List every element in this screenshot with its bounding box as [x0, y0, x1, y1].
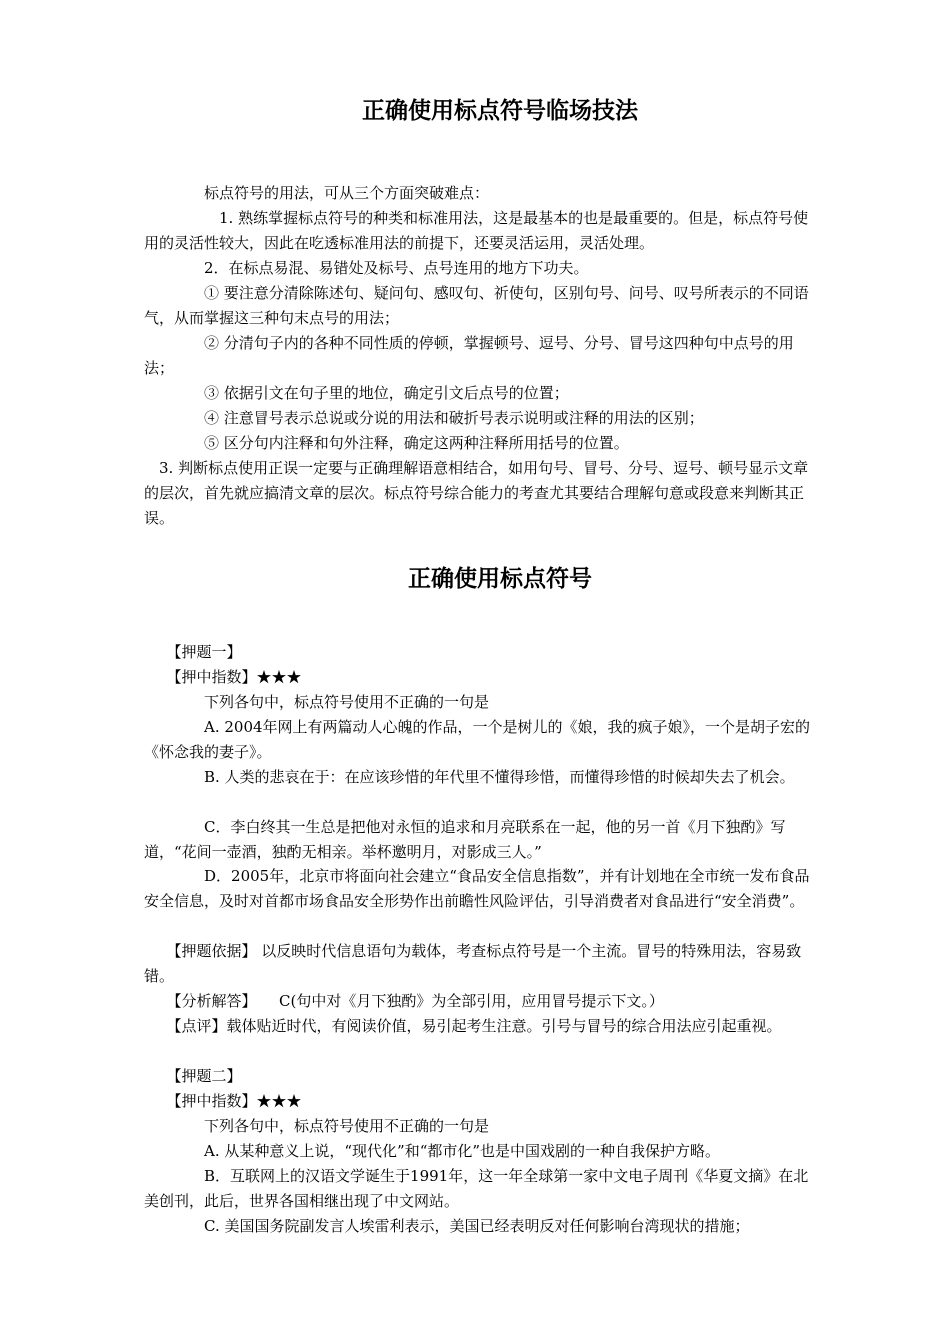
question-2-option-b: B．互联网上的汉语文学诞生于1991年，这一年全球第一家中文电子周刊《华夏文摘》在北美创刊，此后，世界各国相继出现了中文网站。 — [144, 1167, 809, 1210]
question-1-option-a: A. 2004年网上有两篇动人心魄的作品，一个是树儿的《娘，我的疯子娘》，一个是胡子宏的《怀念我的妻子》。 — [144, 718, 811, 761]
question-1-option-d: D．2005年，北京市将面向社会建立“食品安全信息指数”，并有计划地在全市统一发布食品安全信息，及时对首都市场食品安全形势作出前瞻性风险评估，引导消费者对食品进行“安全消费”。 — [144, 867, 810, 910]
question-1-answer: 【分析解答】 C(句中对《月下独酌》为全部引用，应用冒号提示下文。） — [144, 992, 664, 1010]
intro-point-3: 3. 判断标点使用正误一定要与正确理解语意相结合，如用句号、冒号、分号、逗号、顿号显示文章的层次，首先就应搞清文章的层次。标点符号综合能力的考查尤其要结合理解句意或段意来判断其正误。 — [144, 459, 809, 527]
intro-sub-4: ④ 注意冒号表示总说或分说的用法和破折号表示说明或注释的用法的区别； — [144, 409, 704, 427]
question-2-prompt: 下列各句中，标点符号使用不正确的一句是 — [144, 1117, 490, 1135]
question-2-option-a: A. 从某种意义上说，“现代化”和“都市化”也是中国戏剧的一种自我保护方略。 — [144, 1142, 721, 1160]
intro-line-1: 标点符号的用法，可从三个方面突破难点： — [144, 184, 490, 202]
question-1-option-c: C．李白终其一生总是把他对永恒的追求和月亮联系在一起，他的另一首《月下独酌》写道，“花间一壶酒，独酌无相亲。举杯邀明月，对影成三人。” — [144, 818, 786, 861]
intro-sub-5: ⑤ 区分句内注释和句外注释，确定这两种注释所用括号的位置。 — [144, 434, 629, 452]
question-2-label: 【押题二】 — [144, 1067, 242, 1085]
intro-sub-2: ② 分清句子内的各种不同性质的停顿，掌握顿号、逗号、分号、冒号这四种句中点号的用法； — [144, 334, 794, 377]
intro-sub-3: ③ 依据引文在句子里的地位，确定引文后点号的位置； — [144, 384, 569, 402]
question-1-comment: 【点评】载体贴近时代，有阅读价值，易引起考生注意。引号与冒号的综合用法应引起重视。 — [144, 1017, 782, 1035]
question-1-index: 【押中指数】★★★ — [144, 668, 302, 686]
title-section: 正确使用标点符号 — [408, 566, 592, 592]
title-main: 正确使用标点符号临场技法 — [362, 98, 638, 124]
intro-point-2: 2．在标点易混、易错处及标号、点号连用的地方下功夫。 — [144, 259, 589, 277]
question-2-option-c: C. 美国国务院副发言人埃雷利表示，美国已经表明反对任何影响台湾现状的措施； — [144, 1217, 750, 1235]
question-1-option-b: B. 人类的悲哀在于：在应该珍惜的年代里不懂得珍惜，而懂得珍惜的时候却失去了机会。 — [144, 768, 795, 786]
question-1-basis: 【押题依据】 以反映时代信息语句为载体，考查标点符号是一个主流。冒号的特殊用法，容易致错。 — [144, 942, 802, 985]
intro-sub-1: ① 要注意分清除陈述句、疑问句、感叹句、祈使句，区别句号、问号、叹号所表示的不同语气，从而掌握这三种句末点号的用法； — [144, 284, 809, 327]
question-2-index: 【押中指数】★★★ — [144, 1092, 302, 1110]
question-1-label: 【押题一】 — [144, 643, 242, 661]
intro-point-1: 1. 熟练掌握标点符号的种类和标准用法，这是最基本的也是最重要的。但是，标点符号使用的灵活性较大，因此在吃透标准用法的前提下，还要灵活运用，灵活处理。 — [144, 209, 809, 252]
question-1-prompt: 下列各句中，标点符号使用不正确的一句是 — [144, 693, 490, 711]
